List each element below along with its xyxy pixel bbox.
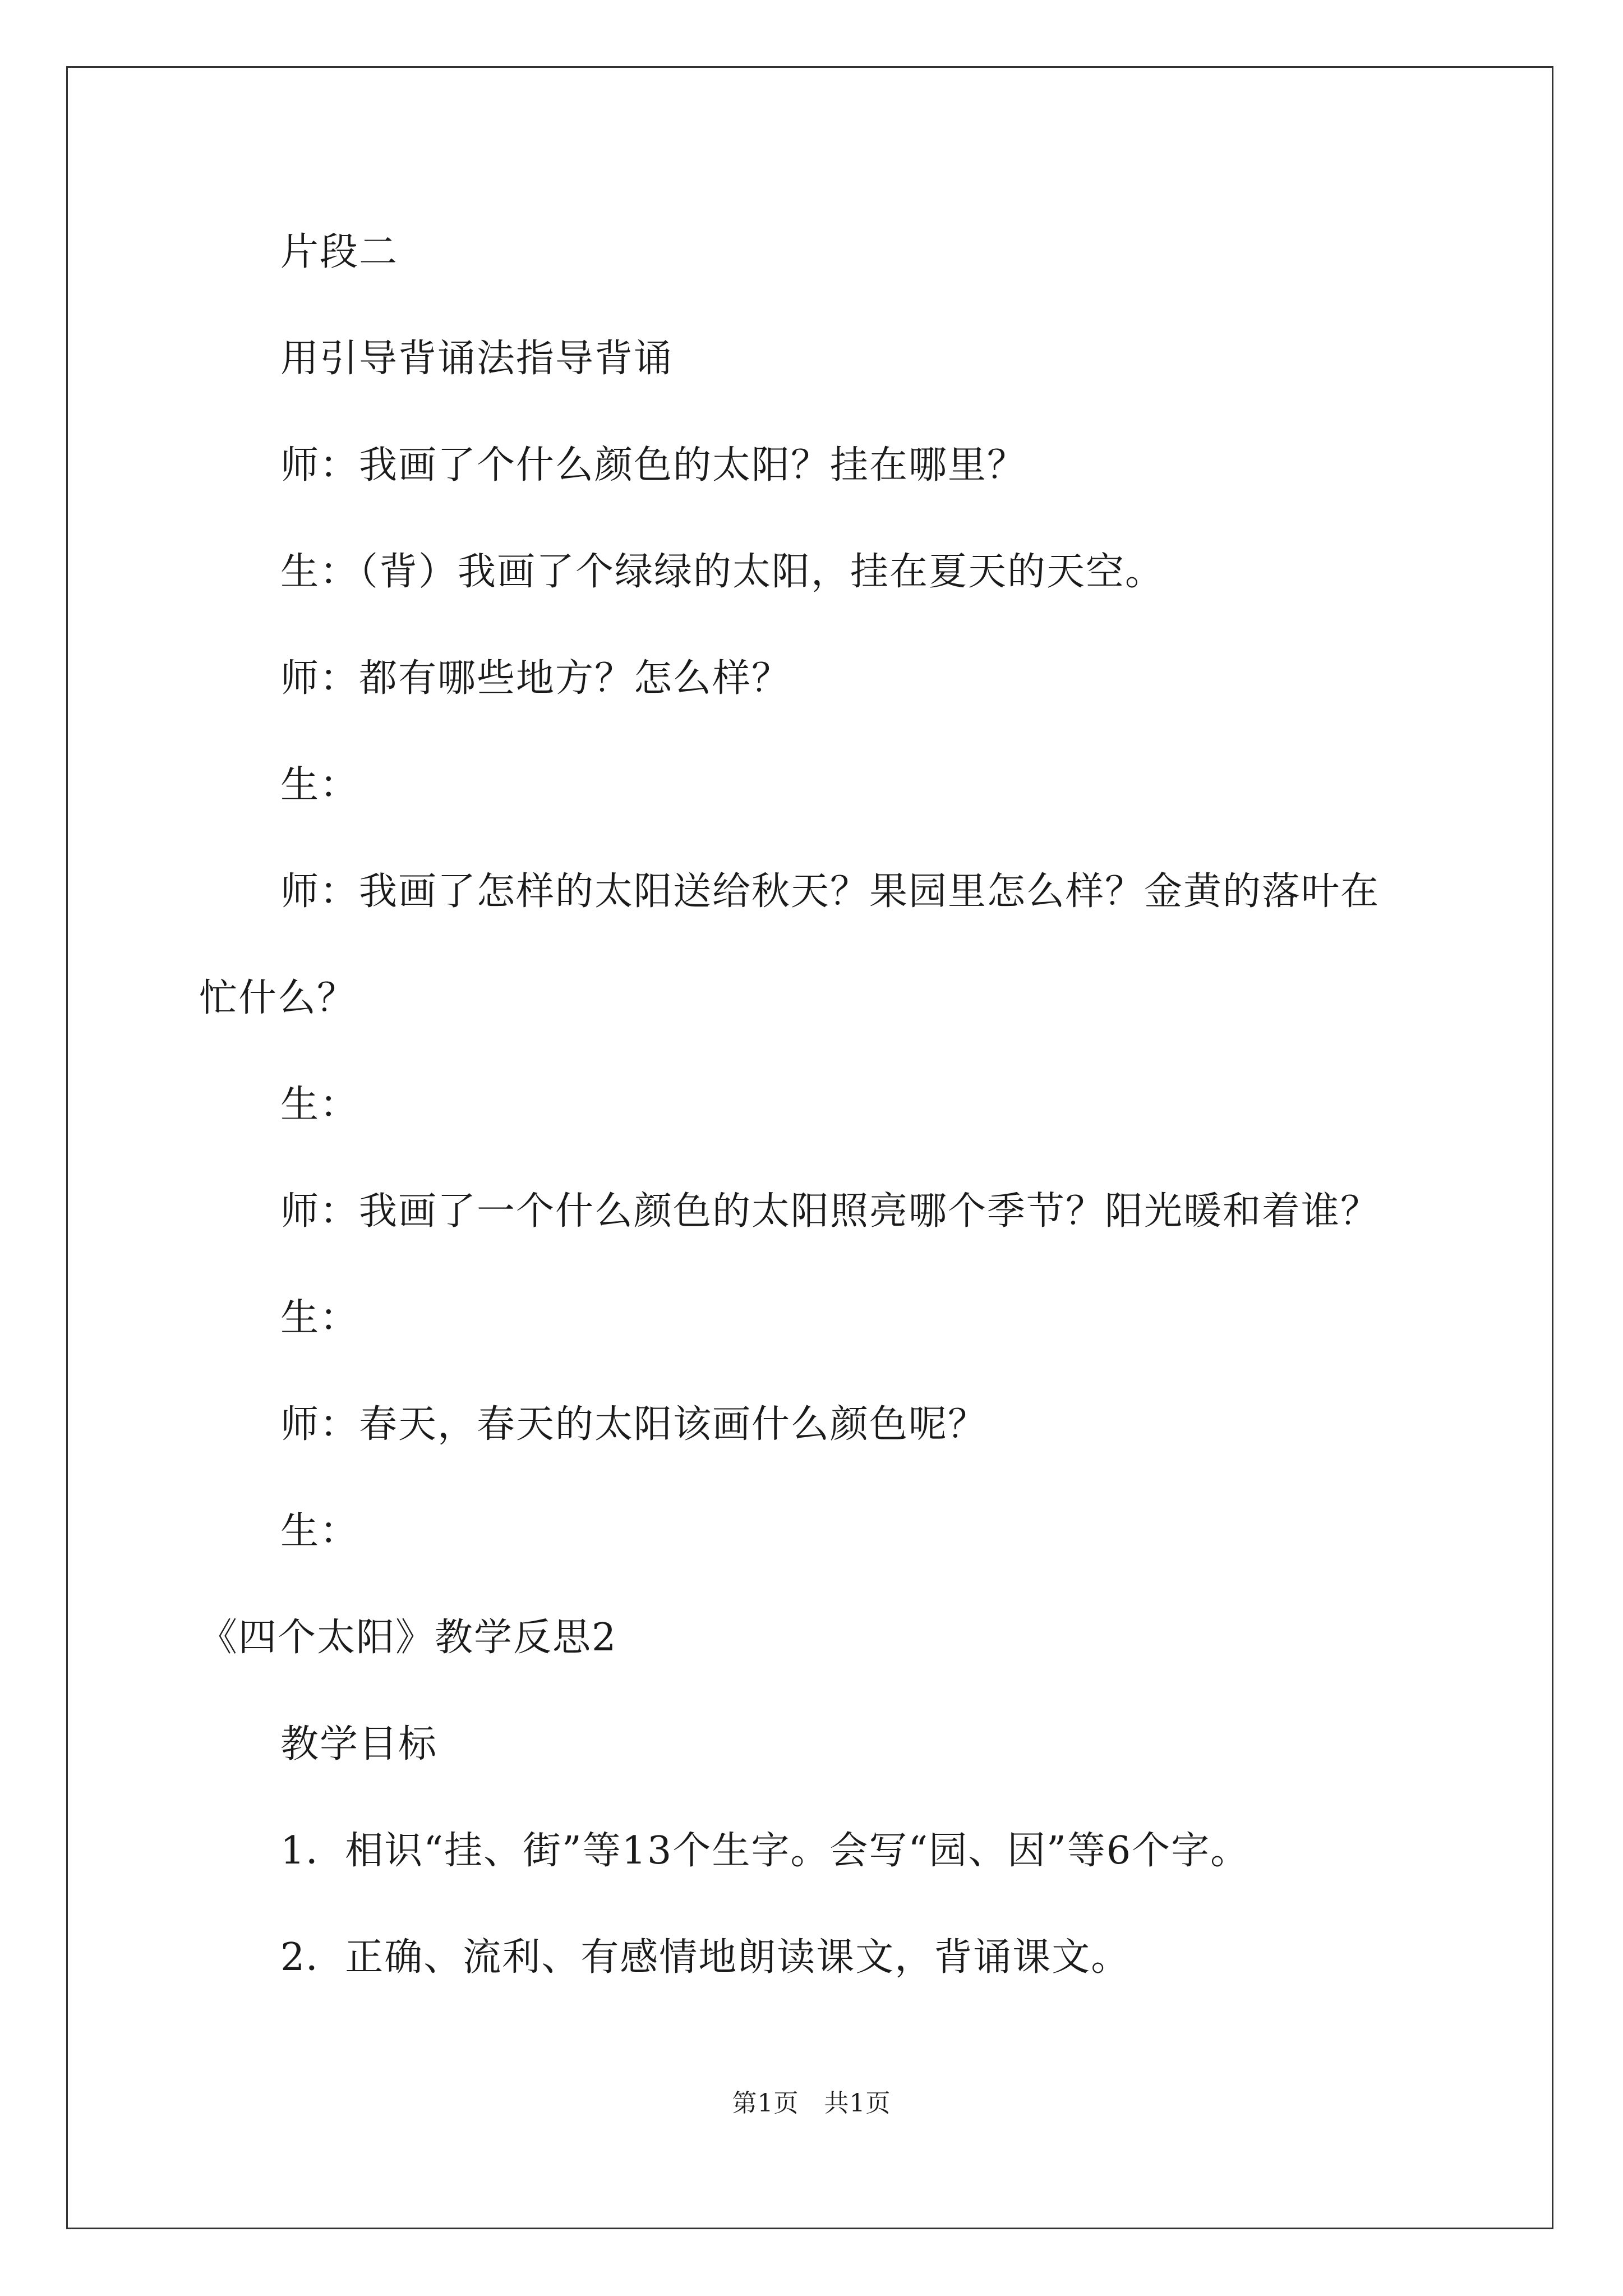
paragraph-9: 师：我画了一个什么颜色的太阳照亮哪个季节？阳光暖和着谁？	[280, 1189, 1380, 1234]
paragraph-11: 师：春天，春天的太阳该画什么颜色呢？	[280, 1402, 988, 1447]
paragraph-5: 师：都有哪些地方？怎么样？	[280, 656, 791, 701]
paragraph-4: 生：（背）我画了个绿绿的太阳，挂在夏天的天空。	[280, 550, 1165, 594]
paragraph-7-continued: 忙什么？	[199, 976, 357, 1020]
paragraph-2: 用引导背诵法指导背诵	[280, 337, 674, 381]
page-border	[66, 66, 1553, 2229]
paragraph-3: 师：我画了个什么颜色的太阳？挂在哪里？	[280, 443, 1027, 487]
objective-item-1: 1．相识“挂、街”等13个生字。会写“园、因”等6个字。	[280, 1829, 1250, 1873]
objective-item-2: 2．正确、流利、有感情地朗读课文，背诵课文。	[280, 1935, 1131, 1980]
paragraph-6: 生：	[280, 763, 359, 807]
paragraph-10: 生：	[280, 1296, 359, 1340]
paragraph-12: 生：	[280, 1509, 359, 1553]
paragraph-1: 片段二	[280, 230, 399, 274]
paragraph-objectives-heading: 教学目标	[280, 1722, 438, 1766]
paragraph-8: 生：	[280, 1083, 359, 1127]
page-footer: 第1页 共1页	[732, 2089, 891, 2118]
paragraph-7: 师：我画了怎样的太阳送给秋天？果园里怎么样？金黄的落叶在	[280, 869, 1380, 914]
section-heading: 《四个太阳》教学反思2	[199, 1616, 617, 1660]
